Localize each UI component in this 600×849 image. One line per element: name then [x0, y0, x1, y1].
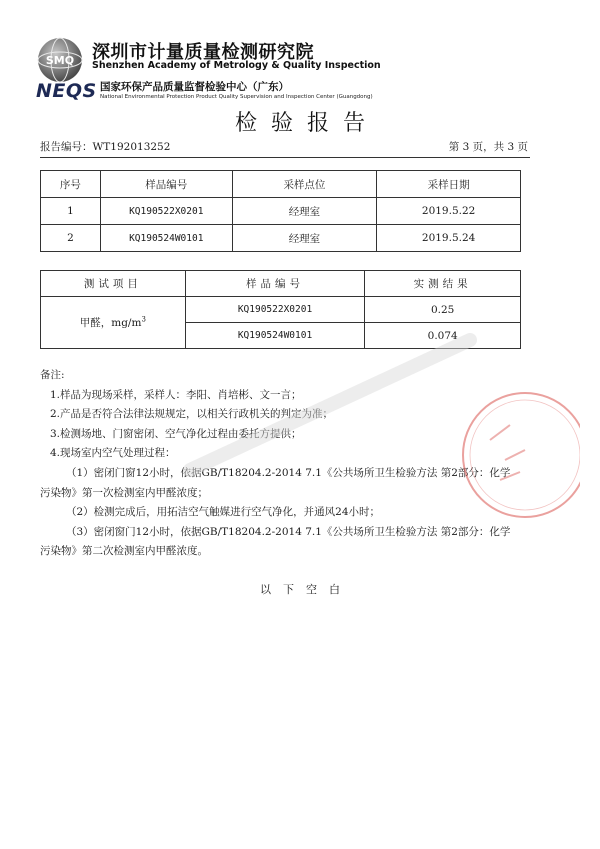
sample-id: KQ190524W0101: [185, 323, 365, 349]
org-name-en: Shenzhen Academy of Metrology & Quality Inspection: [92, 60, 381, 71]
sample-location: 经理室: [232, 225, 377, 252]
test-item: [41, 297, 186, 349]
note-line: 2.产品是否符合法律法规规定，以相关行政机关的判定为准；: [50, 408, 334, 421]
result-value: 0.25: [365, 297, 521, 323]
note-sub-line: （1）密闭门窗12小时，依据GB/T18204.2-2014 7.1《公共场所卫生检验方法 第2部分：化学: [66, 466, 511, 479]
org-name-cn: 深圳市计量质量检测研究院: [92, 42, 314, 63]
sample-id: KQ190524W0101: [100, 225, 232, 252]
table-row: [41, 198, 521, 225]
sample-date: 2019.5.22: [377, 198, 521, 225]
table-header-row: [41, 271, 521, 297]
neqs-logo: NEQS: [36, 80, 97, 102]
table-row: [41, 297, 521, 323]
header-cell: 序号: [41, 171, 101, 198]
report-number: [40, 139, 170, 154]
smq-logo-text: SMQ: [45, 54, 75, 67]
row-number: 1: [41, 198, 101, 225]
header-cell: 测试项目: [41, 271, 186, 297]
center-name-cn: 国家环保产品质量监督检验中心（广东）: [100, 81, 289, 93]
table-header-row: [41, 171, 521, 198]
header-cell: 实测结果: [365, 271, 521, 297]
end-of-report-text: 以下空白: [260, 583, 352, 596]
header-divider: [40, 157, 530, 158]
center-name-en: National Environmental Protection Product Quality Supervision and Inspection Center (Guangdong): [100, 94, 373, 100]
sample-location: 经理室: [232, 198, 377, 225]
test-item-label: 甲醛，mg/m: [79, 317, 142, 329]
result-value: 0.074: [365, 323, 521, 349]
note-sub-line: 污染物》第一次检测室内甲醛浓度；: [40, 486, 208, 499]
note-line: 1.样品为现场采样，采样人：李阳、肖培彬、文一言；: [50, 388, 302, 401]
sample-id: KQ190522X0201: [185, 297, 365, 323]
report-number-value: WT192013252: [92, 141, 171, 153]
sampling-table: [40, 170, 521, 252]
page-info: 第 3 页，共 3 页: [448, 141, 528, 153]
header-cell: 采样点位: [232, 171, 377, 198]
note-sub-line: 污染物》第二次检测室内甲醛浓度。: [40, 545, 208, 558]
note-line: 4.现场室内空气处理过程：: [50, 447, 176, 460]
official-seal-icon: [430, 380, 580, 530]
test-item-unit-exponent: 3: [141, 315, 146, 324]
smq-logo-icon: [36, 36, 84, 84]
note-sub-line: （2）检测完成后，用拓洁空气触媒进行空气净化，并通风24小时；: [66, 506, 381, 519]
row-number: 2: [41, 225, 101, 252]
table-row: [41, 225, 521, 252]
sample-date: 2019.5.24: [377, 225, 521, 252]
header-cell: 样品编号: [100, 171, 232, 198]
note-line: 3.检测场地、门窗密闭、空气净化过程由委托方提供；: [50, 427, 302, 440]
header-cell: 采样日期: [377, 171, 521, 198]
note-sub-line: （3）密闭窗门12小时，依据GB/T18204.2-2014 7.1《公共场所卫生检验方法 第2部分：化学: [66, 525, 511, 538]
sample-id: KQ190522X0201: [100, 198, 232, 225]
header-cell: 样品编号: [185, 271, 365, 297]
report-title: 检验报告: [234, 111, 379, 136]
notes-title: 备注:: [40, 369, 65, 381]
report-number-label: 报告编号：: [40, 141, 93, 153]
